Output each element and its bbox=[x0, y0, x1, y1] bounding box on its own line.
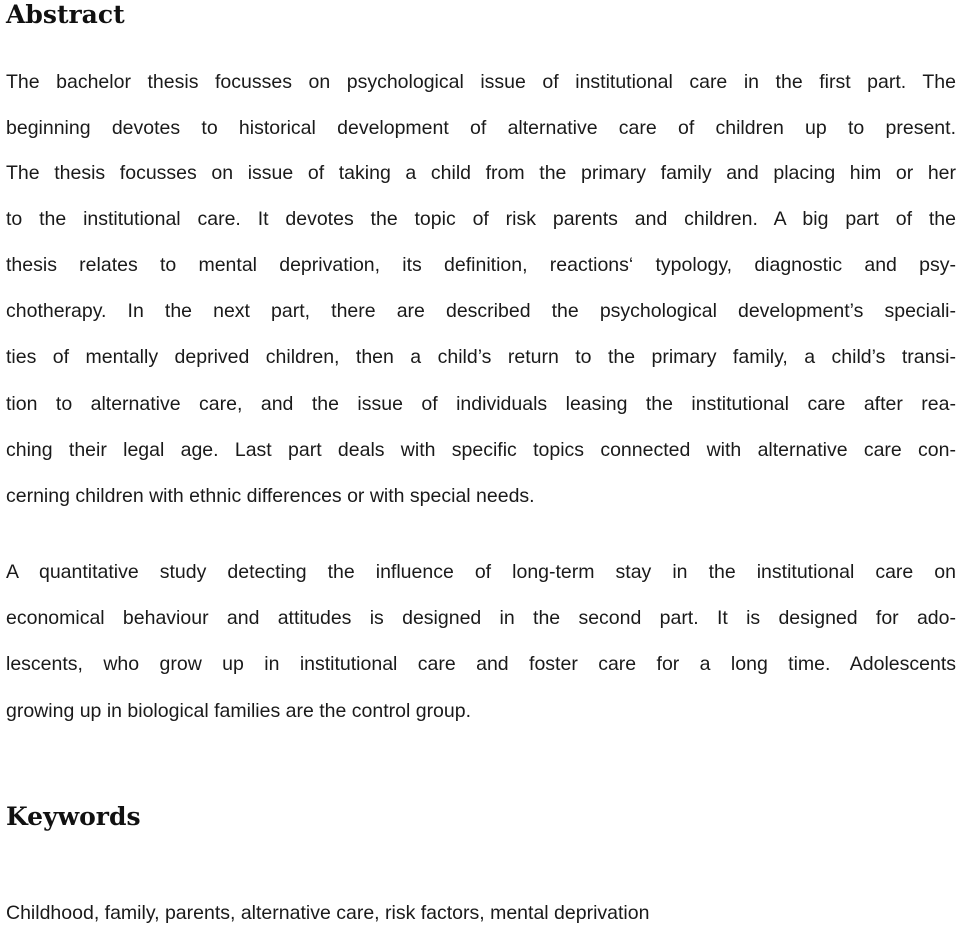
paragraph-line: ching their legal age. Last part deals with specific topics connected with alternative care con- bbox=[6, 439, 956, 461]
paragraph-line: beginning devotes to historical development of alternative care of children up to present. bbox=[6, 117, 956, 139]
paragraph-line: economical behaviour and attitudes is designed in the second part. It is designed for ado- bbox=[6, 607, 956, 629]
paragraph-line: thesis relates to mental deprivation, its definition, reactions‘ typology, diagnostic and psy- bbox=[6, 254, 956, 276]
paragraph-line: to the institutional care. It devotes the topic of risk parents and children. A big part of the bbox=[6, 208, 956, 230]
paragraph-line: The thesis focusses on issue of taking a child from the primary family and placing him or her bbox=[6, 162, 956, 184]
paragraph-line: lescents, who grow up in institutional care and foster care for a long time. Adolescents bbox=[6, 653, 956, 675]
paragraph-line: chotherapy. In the next part, there are described the psychological development’s speciali- bbox=[6, 300, 956, 322]
paragraph-line: ties of mentally deprived children, then a child’s return to the primary family, a child’s transi- bbox=[6, 346, 956, 368]
abstract-heading: Abstract bbox=[6, 0, 125, 29]
paragraph-line: A quantitative study detecting the influence of long-term stay in the institutional care on bbox=[6, 561, 956, 583]
keywords-heading: Keywords bbox=[6, 802, 141, 831]
paragraph-line: cerning children with ethnic differences or with special needs. bbox=[6, 485, 535, 507]
paragraph-line: growing up in biological families are the control group. bbox=[6, 700, 472, 722]
keywords-text: Childhood, family, parents, alternative care, risk factors, mental deprivation bbox=[6, 902, 650, 924]
paragraph-line: tion to alternative care, and the issue of individuals leasing the institutional care after rea- bbox=[6, 393, 956, 415]
paragraph-line: The bachelor thesis focusses on psychological issue of institutional care in the first part. The bbox=[6, 71, 956, 93]
